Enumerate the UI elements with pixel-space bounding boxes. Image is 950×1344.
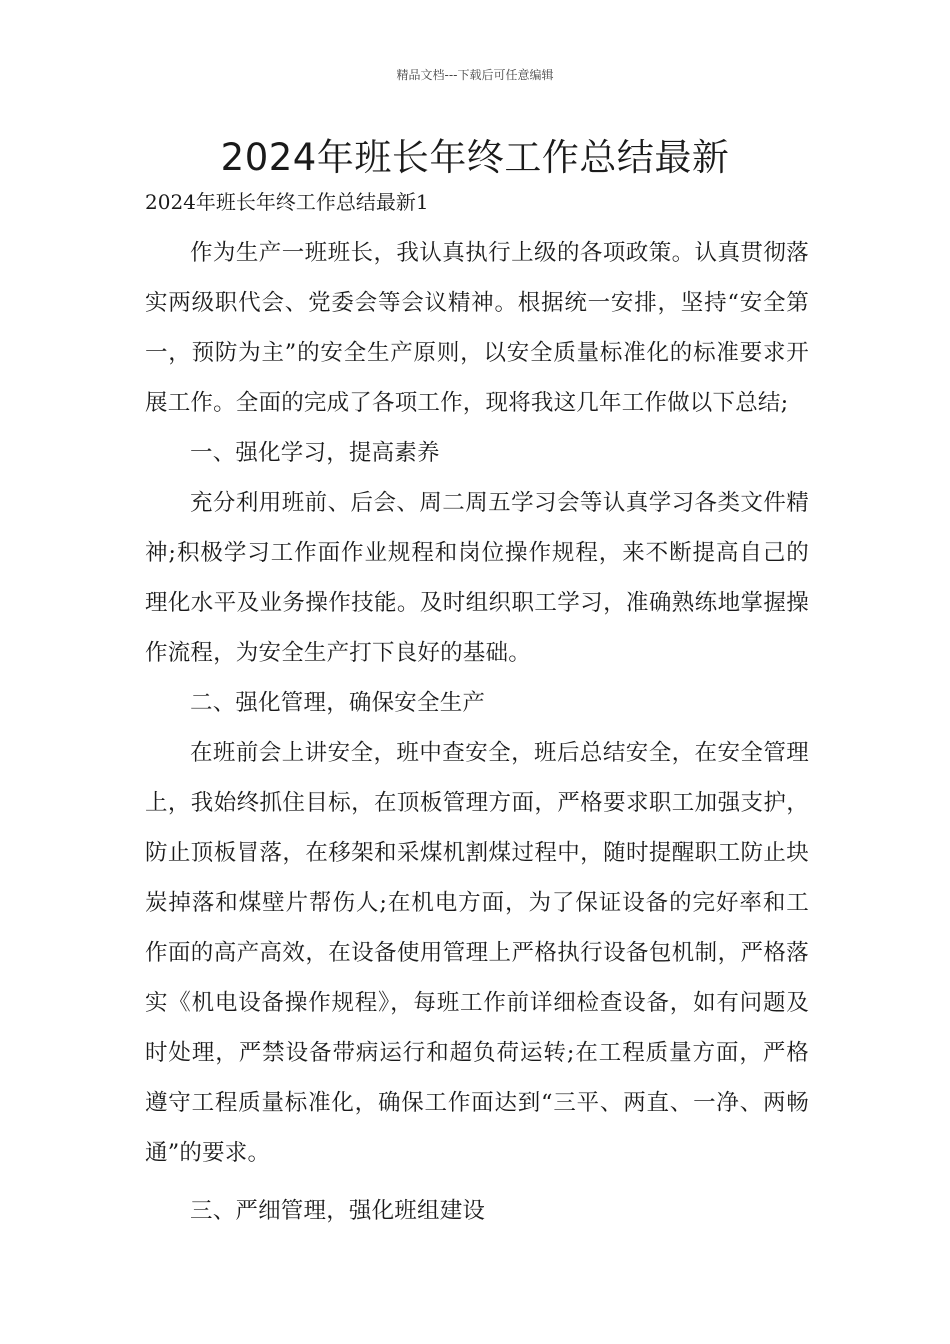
- paragraph-safety: 在班前会上讲安全，班中查安全，班后总结安全，在安全管理上，我始终抓住目标，在顶板管理方面，严格要求职工加强支护，防止顶板冒落，在移架和采煤机割煤过程中，随时提醒职工防止块炭掉落和煤壁片帮伤人;在机电方面，为了保证设备的完好率和工作面的高产高效，在设备使用管理上严格执行设备包机制，严格落实《机电设备操作规程》，每班工作前详细检查设备，如有问题及时处理，严禁设备带病运行和超负荷运转;在工程质量方面，严格遵守工程质量标准化，确保工作面达到“三平、两直、一净、两畅通”的要求。: [145, 740, 809, 1166]
- paragraph-study: 充分利用班前、后会、周二周五学习会等认真学习各类文件精神;积极学习工作面作业规程和岗位操作规程，来不断提高自己的理化水平及业务操作技能。及时组织职工学习，准确熟练地掌握操作流程，为安全生产打下良好的基础。: [145, 490, 809, 666]
- paragraph-intro: 作为生产一班班长，我认真执行上级的各项政策。认真贯彻落实两级职代会、党委会等会议精神。根据统一安排，坚持“安全第一，预防为主”的安全生产原则，以安全质量标准化的标准要求开展工作。全面的完成了各项工作，现将我这几年工作做以下总结;: [145, 240, 809, 416]
- section-heading-1: 一、强化学习，提高素养: [190, 440, 440, 466]
- header-note: 精品文档---下载后可任意编辑: [396, 68, 554, 82]
- document-subtitle: 2024年班长年终工作总结最新1: [145, 190, 429, 214]
- section-heading-3: 三、严细管理，强化班组建设: [190, 1198, 486, 1224]
- document-body: [145, 228, 809, 1236]
- document-title: 2024年班长年终工作总结最新: [220, 136, 730, 179]
- section-heading-2: 二、强化管理，确保安全生产: [190, 690, 486, 716]
